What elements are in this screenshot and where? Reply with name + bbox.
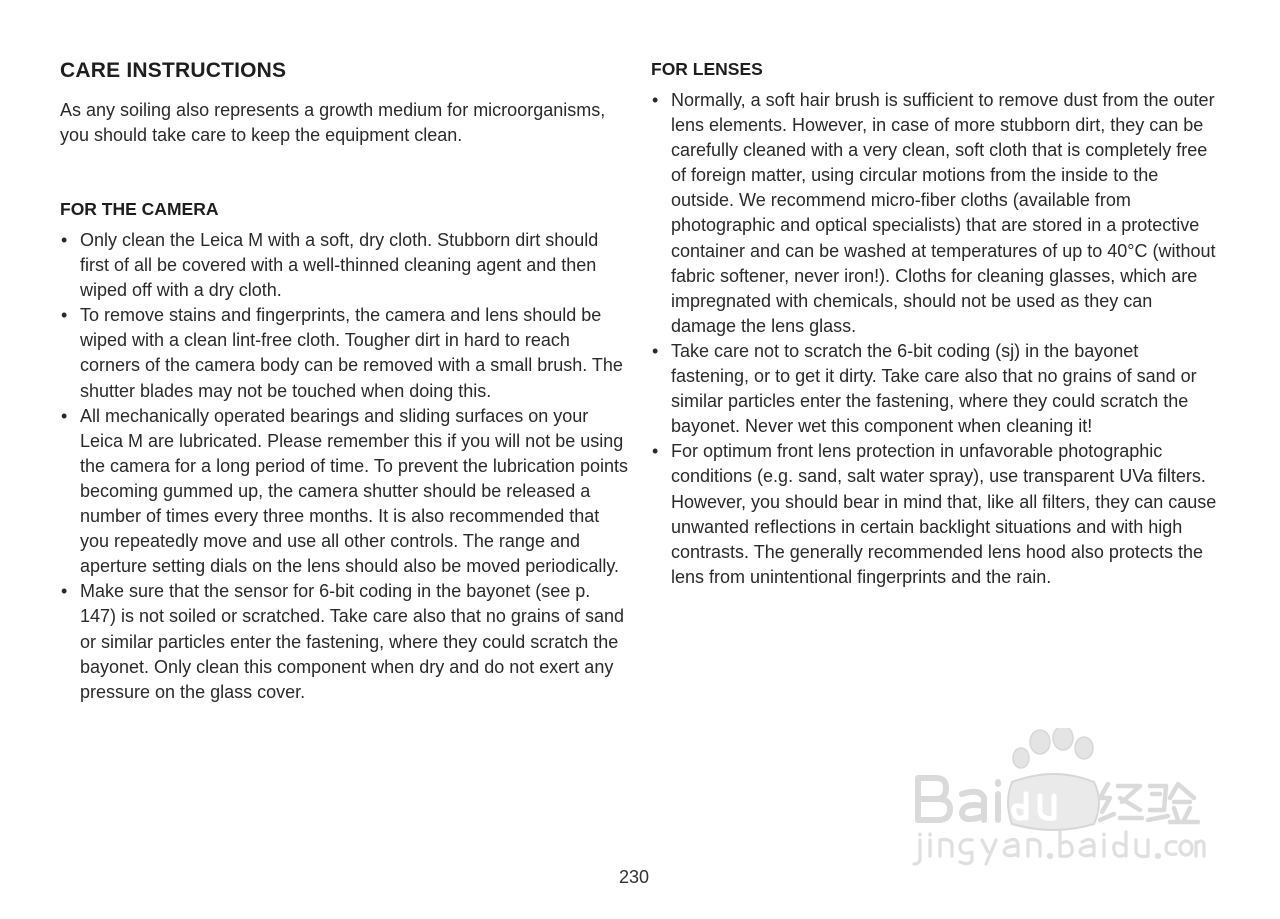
camera-care-item-text: All mechanically operated bearings and sliding surfaces on your Leica M are lubricated. Please remember this if you will not be using the camera for a long period of time. To prevent the lubrication points becoming gummed up, the camera shutter should be released a number of times every three months. It is also recommended that you repeatedly move and use all other controls. The range and aperture setting dials on the lens should also be moved periodically. [80, 405, 628, 577]
bullet-icon: • [652, 90, 659, 110]
camera-care-list [60, 228, 630, 705]
camera-care-item-text: To remove stains and fingerprints, the camera and lens should be wiped with a clean lint-free cloth. Tougher dirt in hard to reach corners of the camera body can be removed with a small brush. The shutter blades may not be touched when doing this. [80, 305, 623, 401]
left-column [60, 58, 630, 705]
camera-care-item [60, 228, 630, 303]
lens-care-item-text: Take care not to scratch the 6-bit coding (sj) in the bayonet fastening, or to get it dirty. Take care also that no grains of sand or similar particles enter the fastening, where they could scratch the bayonet. Never wet this component when cleaning it! [671, 340, 1197, 437]
bullet-icon: • [61, 305, 68, 326]
lens-care-list [651, 88, 1221, 590]
camera-care-item [60, 579, 630, 704]
page-number: 230 [618, 867, 650, 887]
lens-care-item-text: For optimum front lens protection in unfavorable photographic conditions (e.g. sand, salt water spray), use transparent UVa filters. However, you should bear in mind that, like all filters, they can cause unwanted reflections in certain backlight situations and with high contrasts. The generally recommended lens hood also protects the lens from unintentional fingerprints and the rain. [671, 441, 1217, 587]
camera-care-item [60, 303, 630, 403]
bullet-icon: • [652, 441, 659, 462]
camera-care-item-text: Only clean the Leica M with a soft, dry cloth. Stubborn dirt should first of all be covered with a well-thinned cleaning agent and then wiped off with a dry cloth. [80, 230, 599, 301]
camera-care-item-text: Make sure that the sensor for 6-bit coding in the bayonet (see p. 147) is not soiled or scratched. Take care also that no grains of sand or similar particles enter the fastening, where they could scratch the bayonet. Only clean this component when dry and do not exert any pressure on the glass cover. [80, 581, 624, 702]
bullet-icon: • [652, 340, 659, 361]
lens-care-item [651, 88, 1221, 339]
baidu-watermark-icon [908, 728, 1208, 868]
intro-paragraph: As any soiling also represents a growth medium for microorganisms, you should take care to keep the equipment clean. [60, 100, 606, 145]
bullet-icon: • [61, 581, 68, 602]
for-lenses-heading: FOR LENSES [651, 59, 763, 79]
bullet-icon: • [61, 405, 68, 426]
care-instructions-title: CARE INSTRUCTIONS [60, 59, 287, 82]
bullet-icon: • [61, 230, 68, 250]
camera-care-item [60, 404, 630, 580]
right-column [651, 58, 1221, 590]
lens-care-item [651, 339, 1221, 439]
for-the-camera-heading: FOR THE CAMERA [60, 199, 219, 219]
lens-care-item [651, 439, 1221, 590]
lens-care-item-text: Normally, a soft hair brush is sufficient to remove dust from the outer lens elements. However, in case of more stubborn dirt, they can be carefully cleaned with a very clean, soft cloth that is completely free of foreign matter, using circular motions from the inside to the outside. We recommend micro-fiber cloths (available from photographic and optical specialists) that are stored in a protective container and can be washed at temperatures of up to 40°C (without fabric softener, never iron!). Cloths for cleaning glasses, which are impregnated with chemicals, should not be used as they can damage the lens glass. [671, 90, 1216, 336]
